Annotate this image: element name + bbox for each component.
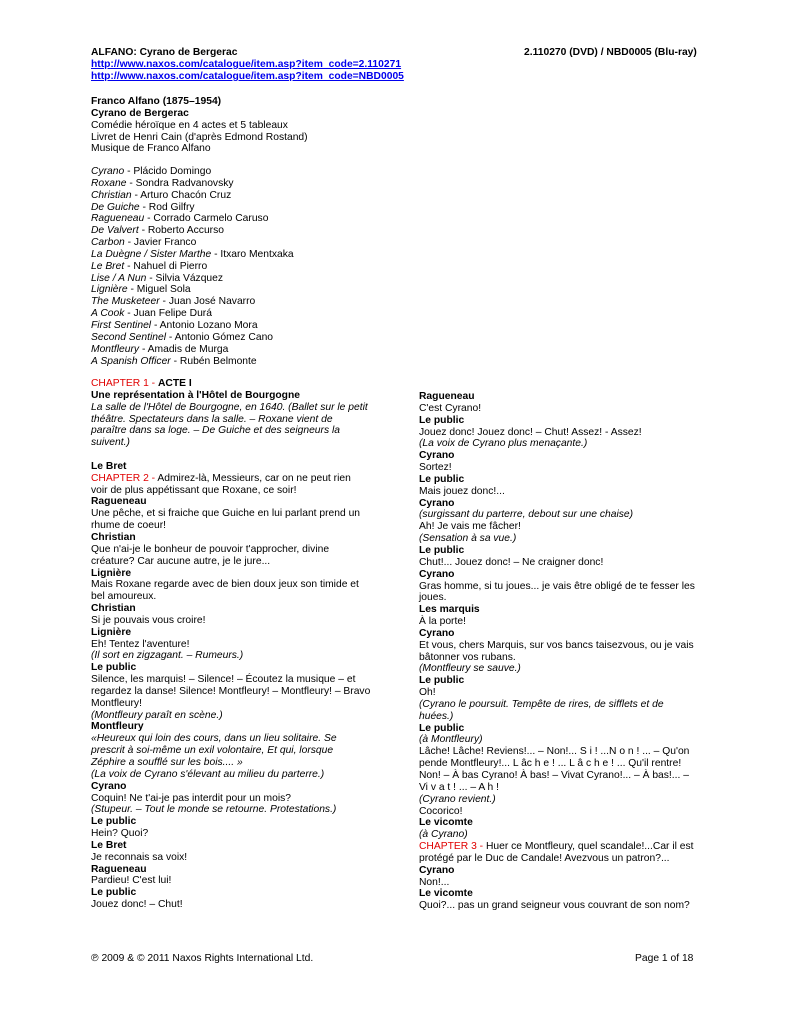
cast-role: Lignière [91,284,128,296]
cast-singer: - Plácido Domingo [124,166,212,177]
cast-singer: - Juan José Navarro [159,296,256,308]
cast-singer: - Rubén Belmonte [170,355,257,367]
stage-direction: Zéphire a soufflé sur les bois.... » [91,757,243,768]
stage-direction: La salle de l'Hôtel de Bourgogne, en 1640. (Ballet sur le petit [91,401,368,413]
dialogue-line: Silence, les marquis! – Silence! – Écoutez la musique – et [91,674,356,686]
dialogue-line: Quoi?... pas un grand seigneur vous couvrant de son nom? [419,900,690,912]
document-title: ALFANO: Cyrano de Bergerac [91,47,238,58]
cast-entry [91,296,421,308]
cast-entry [91,166,421,178]
cast-entry [91,190,421,202]
stage-direction: théâtre. Spectateurs dans la salle. – Roxane vient de [91,413,333,425]
stage-direction: (La voix de Cyrano plus menaçante.) [419,438,588,450]
cast-entry [91,320,421,332]
composer-heading: Franco Alfano (1875–1954) [91,96,222,107]
chapter-text: Admirez-là, Messieurs, car on ne peut rien [157,472,351,484]
cast-entry [91,225,421,237]
speaker-name: Les marquis [419,604,480,616]
speaker-name: Cyrano [419,627,455,639]
chapter-line [91,378,403,390]
cast-singer: - Miguel Sola [127,284,191,296]
dialogue-line: Coquin! Ne t'ai-je pas interdit pour un mois? [91,792,291,804]
speaker-name: Le public [91,816,137,828]
cast-role: Roxane [91,177,127,189]
speaker-name: Le public [419,473,465,485]
cast-singer: - Corrado Carmelo Caruso [144,213,269,225]
header-left [91,47,404,83]
chapter-marker: CHAPTER 2 - [91,472,158,484]
stage-direction: «Heureux qui loin des cours, dans un lieu solitaire. Se [91,733,337,745]
speaker-name: Christian [91,531,136,543]
cast-role: De Valvert [91,225,139,237]
stage-direction: paraître dans sa loge. – De Guiche et des seigneurs la [91,425,340,437]
speaker-name: Le public [91,662,137,674]
cast-role: Carbon [91,237,125,249]
dialogue-line: Je reconnais sa voix! [91,851,188,863]
cast-role: Second Sentinel [91,331,166,343]
dialogue-line: Pardieu! C'est lui! [91,875,172,887]
dialogue-line: regardez la danse! Silence! Montfleury! – Montfleury! – Bravo [91,685,371,697]
stage-direction: (à Cyrano) [419,829,468,841]
dialogue-line: Non! – À bas Cyrano! À bas! – Vivat Cyrano!... – À bas!... – [419,770,689,781]
chapter-marker: CHAPTER 3 - [419,841,486,853]
cast-role: A Spanish Officer [91,355,171,367]
chapter-line [419,841,701,853]
cast-role: Le Bret [91,260,125,272]
speaker-name: Le public [419,414,465,426]
dialogue-line: rhume de coeur! [91,520,166,532]
intro-block [91,96,421,155]
stage-direction: (Sensation à sa vue.) [419,533,517,545]
dialogue-line: Cocorico! [419,805,463,817]
stage-direction: (Montfleury paraît en scène.) [91,709,223,721]
dialogue-line: Et vous, chers Marquis, sur vos bancs taisezvous, ou je vais [419,639,694,651]
cast-singer: - Javier Franco [124,237,197,249]
music-line: Musique de Franco Alfano [91,143,211,155]
dialogue-line: joues. [419,592,447,604]
dialogue-line: Eh! Tentez l'aventure! [91,638,190,650]
dialogue-line: C'est Cyrano! [419,402,482,414]
cast-entry [91,261,421,273]
dialogue-line: Oh! [419,687,436,699]
speaker-name: Montfleury [91,721,144,733]
dialogue-line: Jouez donc! Jouez donc! – Chut! Assez! - Assez! [419,426,642,438]
stage-direction: (Montfleury se sauve.) [419,663,521,675]
catalogue-link-bluray[interactable]: http://www.naxos.com/catalogue/item.asp?item_code=NBD0005 [91,71,404,82]
cast-role: La Duègne / Sister Marthe [91,248,212,260]
cast-role: Montfleury [91,343,140,355]
dialogue-line: voir de plus appétissant que Roxane, ce soir! [91,484,297,496]
cast-singer: - Silvia Vázquez [146,272,224,284]
dialogue-line: Vi v a t ! ... – A h ! [419,781,499,793]
cast-singer: - Nahuel di Pierro [124,260,208,272]
libretto-column-right [419,391,701,912]
dialogue-line: bâtonner vos rubans. [419,651,516,663]
cast-entry [91,237,421,249]
cast-singer: - Itxaro Mentxaka [211,248,294,260]
cast-role: The Musketeer [91,296,160,308]
cast-entry [91,202,421,214]
libretto-column-left [91,378,403,911]
stage-direction: suivent.) [91,437,130,449]
speaker-name: Lignière [91,567,132,579]
stage-direction: (surgissant du parterre, debout sur une chaise) [419,509,634,521]
cast-role: Christian [91,189,132,201]
cast-singer: - Amadis de Murga [139,343,229,355]
cast-singer: - Juan Felipe Durá [124,308,212,320]
speaker-name: Lignière [91,626,132,638]
dialogue-line: Hein? Quoi? [91,828,149,840]
dialogue-line: Chut!... Jouez donc! – Ne craigner donc! [419,556,604,568]
footer-page-number: Page 1 of 18 [635,953,694,964]
dialogue-line: Lâche! Lâche! Reviens!... – Non!... S i ! ...N o n ! ... – Qu'on [419,746,690,758]
dialogue-line: créature? Car aucune autre, je le jure... [91,555,271,567]
dialogue-line: Sortez! [419,462,452,474]
blank-line [91,449,403,461]
stage-direction: prescrit à soi-même un exil volontaire, Et qui, lorsque [91,745,334,757]
cast-role: First Sentinel [91,319,152,331]
cast-entry [91,178,421,190]
cast-entry [91,273,421,285]
dialogue-line: Une pêche, et si fraiche que Guiche en lui parlant prend un [91,508,361,520]
dialogue-line: Gras homme, si tu joues... je vais être obligé de te fesser les [419,580,695,592]
stage-direction: (Il sort en zigzagant. – Rumeurs.) [91,650,244,662]
cast-singer: - Antonio Lozano Mora [151,319,258,331]
dialogue-line: bel amoureux. [91,591,157,603]
genre-line: Comédie héroïque en 4 actes et 5 tableaux [91,119,288,131]
speaker-name: Le vicomte [419,817,473,829]
chapter-line [91,473,403,485]
dialogue-line: Si je pouvais vous croire! [91,614,206,626]
stage-direction: huées.) [419,710,454,722]
cast-entry [91,308,421,320]
speaker-name: Cyrano [419,568,455,580]
dialogue-line: protégé par le Duc de Candale! Avezvous un patron?... [419,852,670,864]
cast-singer: - Arturo Chacón Cruz [131,189,232,201]
speaker-name: Le public [419,544,465,556]
cast-entry [91,249,421,261]
dialogue-line: Mais jouez donc!... [419,485,505,497]
cast-entry [91,344,421,356]
catalog-number: 2.110270 (DVD) / NBD0005 (Blu-ray) [524,47,697,58]
speaker-name: Le public [419,675,465,687]
dialogue-line: Non!... [419,876,450,888]
speaker-name: Cyrano [419,450,455,462]
dialogue-line: Ah! Je vais me fâcher! [419,521,521,533]
speaker-name: Le Bret [91,839,127,851]
dialogue-line: À la porte! [419,616,466,628]
dialogue-line: Jouez donc! – Chut! [91,899,183,911]
speaker-name: Le public [91,887,137,899]
cast-singer: - Sondra Radvanovsky [126,177,234,189]
speaker-name: Cyrano [91,780,127,792]
cast-singer: - Antonio Gómez Cano [166,331,274,343]
chapter-text: Huer ce Montfleury, quel scandale!...Car il est [485,841,694,853]
cast-entry [91,332,421,344]
stage-direction: (Stupeur. – Tout le monde se retourne. Protestations.) [91,804,337,816]
cast-role: A Cook [91,308,125,320]
speaker-name: Christian [91,603,136,615]
cast-role: Cyrano [91,166,125,177]
speaker-name: Ragueneau [91,496,147,508]
cast-role: Ragueneau [91,213,145,225]
cast-list [91,166,421,367]
work-title: Cyrano de Bergerac [91,107,189,119]
chapter-marker: CHAPTER 1 - [91,378,158,389]
cast-role: De Guiche [91,201,140,213]
stage-direction: (Cyrano le poursuit. Tempête de rires, de sifflets et de [419,698,664,710]
cast-entry [91,356,421,368]
cast-entry [91,213,421,225]
dialogue-line: Que n'ai-je le bonheur de pouvoir t'approcher, divine [91,543,330,555]
speaker-name: Le vicomte [419,888,473,900]
speaker-name: Le Bret [91,460,127,472]
cast-singer: - Rod Gilfry [139,201,195,213]
libretto-line: Livret de Henri Cain (d'après Edmond Rostand) [91,131,308,143]
footer-copyright: ℗ 2009 & © 2011 Naxos Rights International Ltd. [91,953,314,964]
speaker-name: Ragueneau [419,391,475,402]
cast-entry [91,284,421,296]
speaker-name: Le public [419,722,465,734]
cast-singer: - Roberto Accurso [138,225,224,237]
stage-direction: (La voix de Cyrano s'élevant au milieu du parterre.) [91,768,325,780]
dialogue-line: pende Montfleury!... L âc h e ! ... L â c h e ! ... Qu'il rentre! [419,758,682,770]
dialogue-line: Montfleury! [91,697,142,709]
speaker-name: Ragueneau [91,863,147,875]
stage-direction: (Cyrano revient.) [419,793,496,805]
speaker-name: Cyrano [419,497,455,509]
catalogue-link-dvd[interactable]: http://www.naxos.com/catalogue/item.asp?item_code=2.110271 [91,59,402,70]
stage-direction: (à Montfleury) [419,734,483,746]
cast-role: Lise / A Nun [91,272,147,284]
speaker-name: Cyrano [419,864,455,876]
dialogue-line: Mais Roxane regarde avec de bien doux jeux son timide et [91,579,359,591]
speaker-name: Une représentation à l'Hôtel de Bourgogne [91,389,300,401]
chapter-text: ACTE I [157,378,192,389]
